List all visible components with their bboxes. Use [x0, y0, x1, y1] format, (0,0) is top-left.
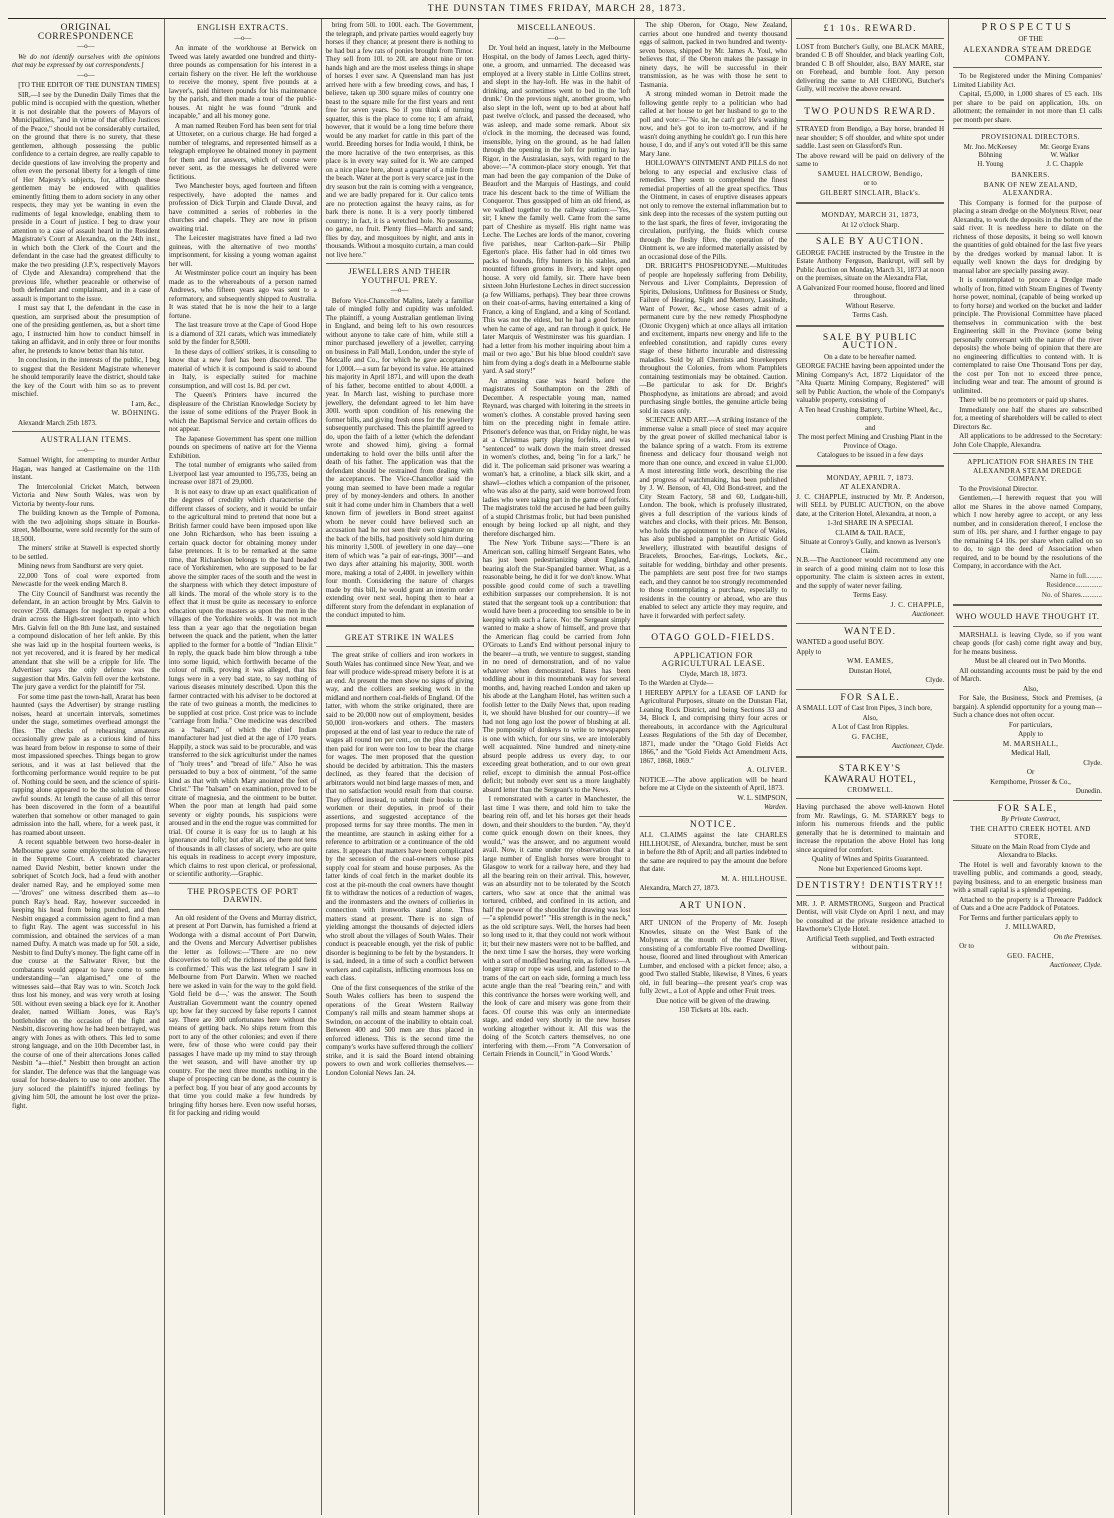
prospectus-heading: PROSPECTUS — [981, 22, 1074, 33]
director-name: W. Walker — [1050, 152, 1080, 159]
ad-wanted — [796, 628, 944, 685]
ad-body: MR. J. P. ARMSTRONG, Surgeon and Practical Dentist, will visit Clyde on April 1 next, and may be consulted at the private residence attached to Hawthorne's Clyde Hotel. — [796, 899, 945, 933]
ad-line: For particulars, — [1008, 720, 1053, 729]
masthead-title: THE DUNSTAN TIMES FRIDAY, MARCH 28, 1873. — [427, 4, 687, 14]
ad-notice-hillhouse — [639, 821, 787, 893]
registration: To be Registered under the Mining Companies' Limited Liability Act. — [953, 72, 1102, 89]
divider-rule — [796, 202, 944, 206]
ad-signed: A. OLIVER. — [746, 766, 788, 774]
divider: —o— — [547, 33, 566, 42]
news-item: It is not easy to draw up an exact qualification of the degrees of credulity which characterise the different classes of society, and it would be unfair to the agricultural mind to pretend that none but a British farmer could have been imposed upon like one John Richardson, who has been issuing a certain quack doctor for obtaining money under false pretences. It is to be remarked at the same time, that Richardson belongs to the hard headed race of Yorkshiremen, who are supposed to be far above the simpler races of the south and the west in the sharpness with which they detect imposture of all kinds. The moral of the whole story is to the effect that it must be quite as necessary to enforce education upon the masters as upon the men in the villages of the Yorkshire wolds. It was not much less than a year ago that the negotiation began between the quack and the patient, when the latter applied to the former for a bottle of "Indian Elixir." In reply, the quack bade him blow through a tube into some liquid, which forthwith became of the colour of milk, proving it was alleged, that his lungs were in a very bad state, to say nothing of various diseases minutely described. Upon this the farmer contracted with his adviser to be doctored at the rate of two guineas a month, the medicines to be supplied at cost price. Cost price was to include "carriage from India." One medicine was described as a "balsam," of which the chief Indian manufacturer had just died at the age of 170 years. Happily, a stock was said to be procurable, and was transferred to the sick agriculturist under the names of "holy trees" and "bread of life." Also he was persuaded to buy a box of ointment, "of the same kind as that with which Mary anointed the feet of Christ." The "balsam" on examination, proved to be citrate of magnesia, and the ointment to be butter. When the poor man at length had paid some seventy or eighty pounds, his suspicions were aroused and in the end the rogue was committed for trial. Of course it is easy for us to laugh at his ignorance and folly; but after all, are there not tens of thousands in all classes of society, who are quite his equals in readiness to accept every imposture, which claims to rest upon clerical, or professional, or scientific authority.—Graphic. — [168, 487, 317, 878]
divider-rule — [796, 99, 944, 103]
director-name: H. Young — [977, 160, 1004, 168]
column-3 — [322, 19, 479, 1515]
letter-para: I must say that I, the defendant in the case in question, am surprised about the presumption of one of the presiding gentlemen, as, but a short time ago, I instructed him how to conduct himself in taking an affidavit, and in only three or four months after, he pretends to know better than his tutor. — [12, 304, 160, 355]
divider-rule — [796, 233, 944, 234]
news-item: One of the first consequences of the strike of the South Wales colliers has been to suspend the operations of the Great Western Railway Company's rail mills and steam hammer shops at Swindon, on account of the inability to obtain coal. Between 400 and 500 men are thus placed in enforced idleness. This is the second time the company's works have suffered through the colliers' strike, and it is said the Board intend obtaining powers to own and work collieries themselves.—London Colonial News Jan. 24. — [325, 983, 474, 1077]
ad-auction-3 — [796, 474, 944, 619]
ad-line: Clyde. — [1083, 758, 1102, 767]
ad-title: Auctioneer, Clyde. — [891, 742, 945, 750]
ad-to: To the Warden at Clyde— — [639, 679, 714, 687]
ad-body: Attached to the property is a Threeacre Paddock of Oats and a One acre Paddock of Potatoes. — [953, 895, 1102, 912]
news-item: For some time past the town-hall, Ararat has been haunted (says the Advertiser) by strange rustling noises, heard at uncertain intervals, sometimes under the stage, sometimes overhead amongst the flies. The checks of rehearsing amateurs occasionally grew pale as a curious kind of hiss was heard from below in response to some of their most impassioned speeches. Things began to grow serious, and it was at last believed that the forthcoming performance would require to be put of. Nothing could be seen, and the science of spirit-rapping alone appeared to be the solution of those awful sounds. At length the cause of all this terror has been discovered in the form of a beautiful waterhen that somehow or other managed to gain admission into the hall, where, for a week past, it has roamed about unseen. — [12, 692, 160, 837]
divider: —o— — [77, 445, 95, 454]
ad-item: A Galvanized Four roomed house, floored and lined throughout. — [796, 283, 945, 300]
prospectus-para: Immediately one half the shares are subscribed for, a meeting of shareholders will be called to elect Directors &c. — [953, 405, 1102, 431]
ad-apply: Apply to — [796, 647, 822, 656]
divider-rule — [326, 625, 474, 629]
director-name: Mr. Jno. McKeesey — [963, 143, 1017, 151]
ad-body: I HEREBY APPLY for a LEASE OF LAND for Agricultural Purposes, situate on the Dunstan Flat, Leaning Rock District, and being Sections 33 and 34, Block I, and comprising thirty four acres or thereabouts, in accordance with the Agricultural Leases Regulations of the 5th day of December, 1871, made under the "Otago Gold Fields Act 1866," and the "Gold Fields Act Amendment Acts, 1867, 1868, 1869." — [639, 688, 788, 765]
prospectus-para: There will be no promoters or paid up shares. — [959, 396, 1089, 404]
ad-body: GEORGE FACHE having been appointed under the Mining Company's Act, 1872 Liquidator of the "Alta Quartz Mining Company, Registered" will sell by Public Auction, the whole of the Company's valuable property, consisting of — [796, 362, 945, 404]
ad-hotel-name: KAWARAU HOTEL, — [824, 775, 917, 785]
ad-reward — [796, 25, 944, 94]
ad-heading: NOTICE. — [689, 819, 737, 830]
directors-heading: PROVISIONAL DIRECTORS. — [981, 133, 1080, 141]
ad-body: J. C. CHAPPLE, instructed by Mr. P. Anderson, will SELL by PUBLIC AUCTION, on the above date, at the Criterion Hotel, Alexandra, at noon, a — [796, 492, 945, 518]
ad-body: The above reward will be paid on delivery of the same to — [796, 151, 945, 168]
ad-place: AT ALEXANDRA. — [839, 483, 901, 491]
ad-date: Alexandra, March 27, 1873. — [639, 884, 720, 892]
heading-miscellaneous: MISCELLANEOUS. — [517, 23, 596, 32]
ad-subheading: APPLICATION FOR AGRICULTURAL LEASE. — [661, 650, 766, 668]
divider-rule — [796, 120, 944, 121]
capital: Capital, £5,000, in 1,000 shares of £5 each. 10s per share to be paid on application, 10s. on allotment; the remainder in not more than £1 calls per month per share. — [953, 90, 1102, 124]
news-item: An old resident of the Ovens and Murray district, at present at Port Darwin, has furnished a friend at Wodonga with a dismal account of Port Darwin, and the Ovens and Mercury Advertiser publishes the letter as follows:—"There are no new discoveries to tell of; the richness of the gold field is confirmed.' This was the last telegram I saw in Melbourne from Port Darwin. When we reached here we asked in vain for the way to the gold field. 'Gold field be d—,' was the answer. The South Australian Government want the country opened up; how far they succeed by false reports I cannot say. There are 300 unfortunates here without the means of getting back. No ships return from this port to any of the other colonies; and even if there were, few of those who were could pay their passages I have made up my mind to stay through the wet season, and will have another try up country. For the next three months nothing in the shape of prospecting can be done, as the country is a perfect bog. If you hear of any good accounts by that time you could make a few hundreds by bringing fifty horses here. Even now useful horses, fit for packing and riding would — [168, 913, 317, 1117]
divider-rule — [639, 647, 787, 648]
divider-rule — [326, 263, 474, 264]
ad-auction-2 — [796, 334, 944, 460]
dateline: Alexandr March 25th 1873. — [18, 418, 97, 427]
ad-goldfields — [639, 634, 787, 812]
news-item: The ship Oberon, for Otago, New Zealand, carries about one hundred and twenty thousand eggs of salmon, packed in two hundred and twenty-seven boxes, shipped by Mr. James A. Youl, who believes that, if the Oberon makes the passage in ninety days, he will be successful in their transmission, as he was with those he sent to Tasmania. — [639, 21, 788, 89]
director-name: J. C. Chapple — [1046, 160, 1084, 168]
prospectus-para: All applications to be addressed to the Secretary: John Cole Chapple, Alexandra. — [953, 432, 1102, 449]
ad-name: THE CHATTO CREEK HOTEL AND STORE, — [970, 824, 1091, 841]
heading-original-correspondence: ORIGINAL CORRESPONDENCE — [37, 23, 134, 42]
letter-para: SIR,—I see by the Dunedin Daily Times that the public mind is occupied with the question, whether it is not desirable that the powers of Mayors of Municipalities, "and in virtue of that office Justices of the Peace," should not be considerably curtailed, on the ground that there is no surety, that these gentlemen, although possessing the public confidence to a certain degree, are really capable to decide questions of law involving the property and often even the personal liberty for a length of time of Her Majesty's subjects, for, although these gentlemen may be endowed with qualities eminently fitting them to adorn society in any other respects, they may yet be wanting in even the rudiments of legal knowledge, enabling them to preside in a Court of justice. I beg to draw your attention to a case of assault heard in the Resident Magistrate's Court at Alexandra, on the 24th inst., in which both the Clerk of the Court and the defendant in the case had the greatest difficulty to make the two presiding (J.P.'s, respectively Mayors of Clyde and Alexandra) comprehend that the previous life, whether peaceable or otherwise of both defendant and complainant, and in a case of assault is important to the issue. — [12, 90, 160, 303]
ad-date: MONDAY, MARCH 31, 1873, — [821, 211, 919, 219]
news-item: Samuel Wright, for attempting to murder Arthur Hagan, was hanged at Castlemaine on the 11th instant. — [12, 456, 160, 481]
ad-line: Dunedin. — [1075, 787, 1102, 795]
ad-grooms: None but Experienced Grooms kept. — [818, 864, 923, 873]
ad-body: STRAYED from Bendigo, a Bay horse, branded H near shoulder; S off shoulder, and white spot under saddle. Last seen on Glassford's Run. — [796, 125, 945, 150]
news-item: The Intercolonial Cricket Match, between Victoria and New South Wales, was won by Victoria by twenty-four runs. — [12, 482, 160, 508]
ad-heading: FOR SALE. — [840, 692, 901, 703]
bankers: BANK OF NEW ZEALAND, ALEXANDRA. — [983, 180, 1078, 197]
heading-who-would-have-thought: WHO WOULD HAVE THOUGHT IT. — [955, 612, 1100, 621]
ad-date: On a date to be hereafter named. — [824, 352, 917, 361]
news-item: Mining news from Sandhurst are very quiet. — [18, 562, 144, 570]
sign-off: I am, &c., — [131, 399, 160, 408]
news-item: The great strike of colliers and iron workers in South Wales has continued since New Year, and we fear will produce wide-spread misery before it is at an end. At present the men show no signs of giving way, and the colliers are seeking work in the midland and northern coal-fields of England. Of the latter, with whom the strike originated, there are said to be 20,000 now out of employment, besides 50,000 iron-workers and others. The masters proposed at the end of last year to reduce the rate of wages all round ten per cent., on the plea that rates then paid for iron were too low to bear the charge for wages. The men proposed that the question should be decided by arbitration. This the masters declined, as they feared that the decision of arbitrators would not bind large masses of men, and that no satisfaction would result from that course. They offered instead, to submit their books to the workmen or their deputies, in proof of their assertions, and suggested acceptance of the proposed terms for say three months. The men in the meantime, are staunch in asking either for a reference to arbitration or a continuance of the old rates. It appears that matters have been complicated by the secession of the coal-owners whose pits supply coal for steam and house purposes. As the latter kinds of coal fetch in the market double its cost at the pit-mouth the coal owners have thought fit to withdraw the notices of a reduction of wages, and the ironmasters and the owners of collieries in connection with ironworks stand alone. Thus matters stand at present. There is no sign of yielding amongst the thousands of dejected idlers who stroll about the villages of South Wales. Their conduct is peaceable enough, yet the risk of public disorder is beginning to be felt by the bystanders. It is sad, indeed, in a time of such a conflict between workers and capitalists, inflicting enormous loss on each class. — [325, 651, 474, 982]
divider-rule — [169, 883, 317, 884]
ad-two-pounds — [796, 108, 944, 198]
ad-item: Terms Cash. — [852, 311, 888, 319]
ad-line: Or — [1026, 768, 1035, 776]
divider-rule — [12, 431, 160, 432]
divider-rule — [953, 453, 1102, 454]
ad-sub: CROMWELL. — [847, 785, 894, 794]
ad-line: Medical Hall, — [1011, 749, 1051, 757]
news-item: bring from 50l. to 100l. each. The Government, the telegraph, and private parties would eagerly buy horses if they chance; at present there is nothing to be had but a few rats of ponies brought from Timor. They sell from 10l. to 20l. are about nine or ten hands high and are the most useless things in shape of horses I ever saw. A Queensland man has just arrived here with a few breeding cows, and has, I believe, taken up 300 square miles of country one beast to the square mile for the first years and rent free for seven years. So if you think of turning squatter, this is the place to come to; I am afraid, however, that it would be a long time before there would be any market for cattle in this part of the world. Breeding horses for India would, I think, be the more lucrative of the two enterprises, as this place is in every way suited for it. We are camped on a nice place here, about a quarter of a mile from the beach. Water at the port is very scarce just in the dry season but the rain is coming with a vengeance, and we are badly prepared for it. Our calico tents are no protection against the heavy rains, as for bark there is none. It is a very poorly timbered country; in fact, it is a wretched hole. No possums, no game, no fruit. Plenty flies—March and sand; flies by day, and mosquitoes by night, and ants in thousands. Without a mosquito curtain, a man could not live here." — [325, 21, 474, 259]
divider-rule — [639, 816, 787, 817]
divider-rule — [639, 625, 787, 629]
ad-title: Auctioneer. — [912, 610, 945, 618]
signature: W. BÖHNING. — [111, 409, 160, 417]
ad-terms: Terms Easy. — [852, 591, 888, 599]
to-editor: [TO THE EDITOR OF THE DUNSTAN TIMES] — [18, 81, 160, 89]
ad-warden-title: Warden. — [763, 803, 788, 811]
column-1 — [8, 19, 165, 1515]
divider: —o— — [77, 42, 95, 50]
heading-port-darwin: THE PROSPECTS OF PORT DARWIN. — [187, 886, 299, 904]
divider-rule — [796, 798, 944, 799]
ad-name: SAMUEL HALCROW, Bendigo, — [817, 169, 923, 178]
ad-heading: £1 10s. REWARD. — [823, 24, 917, 34]
ad-item: Without Reserve. — [845, 301, 895, 310]
ad-quality: Quality of Wines and Spirits Guaranteed. — [811, 855, 929, 863]
bankers-heading: BANKERS. — [1011, 171, 1050, 179]
ad-warden: W. L. SIMPSON, — [737, 793, 788, 802]
divider-rule — [796, 623, 944, 624]
ad-item: A Lot of Cast Iron Ripples. — [831, 723, 909, 731]
ad-heading: STARKEY'S — [838, 763, 902, 774]
ad-notice: Due notice will be given of the drawing. — [656, 996, 771, 1005]
news-item: Two Manchester boys, aged fourteen and fifteen respectively, have adopted the names and profession of Dick Turpin and Claude Duval, and have committed a series of robberies in the churches and chapels. They are now in prison awaiting trial. — [168, 182, 317, 233]
news-item: The Queen's Printers have incurred the displeasure of the Christian Knowledge Society by the issue of some editions of the Prayer Book in which the Baptismal Service and certain offices do not appear. — [168, 391, 317, 433]
ad-for-sale-pipes — [796, 694, 944, 751]
divider-rule — [796, 689, 944, 690]
news-item: The last treasure trove at the Cape of Good Hope is a diamond of 321 carats, which was immediately sold by the finder for 8,500l. — [168, 321, 317, 346]
ad-item: A Ten head Crushing Battery, Turbine Wheel, &c., complete. — [798, 405, 943, 422]
heading-jewellers: JEWELLERS AND THEIR YOUTHFUL PREY. — [348, 267, 451, 285]
ad-name: WM. EAMES, — [847, 657, 894, 665]
letter-para: In conclusion, in the interests of the public, I beg to suggest that the Resident Magistrate whenever he should temporarily leave the district, should take the key of the Court with him so as to prevent mischief. — [12, 356, 160, 398]
column-2 — [165, 19, 322, 1515]
directors-list — [953, 144, 1102, 170]
ad-heading: OTAGO GOLD-FIELDS. — [651, 633, 776, 643]
ad-item: Situate at Conroy's Gully, and known as Iverson's Claim. — [799, 538, 941, 555]
news-item: DR. BRIGHT'S PHOSPHODYNE.—Multitudes of people are hopelessly suffering from Debility, Nervous and Liver Complaints, Depression of Spirits, Delusions, Unfitness for Business or Study, Failure of Hearing, Sight and Memory, Lassitude, Want of Power, &c., whose cases admit of a permanent cure by the new remedy Phosphodyne (Ozonic Oxygen) which at once allays all irritation and excitement, imparts new energy and life to the enfeebled constitution, and rapidly cures every stage of these hitherto incurable and distressing maladies. Sold by all Chemists and Storekeepers throughout the Colonies, from whom Pamphlets containing testimonials may be obtained. Caution.—Be particular to ask for Dr. Bright's Phosphodyne, as imitations are abroad; and avoid purchasing single bottles, the genuine article being sold in cases only. — [639, 262, 788, 415]
ad-body: MARSHALL is leaving Clyde, so if you want cheap goods (for cash) come right away and buy, for he means business. — [953, 630, 1102, 656]
ad-line: Must be all cleared out in Two Months. — [974, 657, 1087, 665]
ad-body: Having purchased the above well-known Hotel from Mr. Rawlings, G. M. STARKEY begs to inform his numerous friends and the public generally that he is determined to maintain and increase the reputation the above Hotel has long since acquired for comfort. — [796, 803, 945, 854]
ad-line: By Private Contract, — [1001, 815, 1061, 823]
divider: —o— — [77, 70, 95, 79]
ad-name: GILBERT SINCLAIR, Black's. — [820, 188, 921, 197]
ad-signed: M. A. HILLHOUSE. — [721, 874, 788, 883]
ad-line: Or to — [959, 942, 974, 950]
column-7 — [949, 19, 1106, 1515]
divider-rule — [796, 756, 944, 760]
ad-hotel: Dunstan Hotel, — [848, 666, 892, 675]
heading-great-strike: GREAT STRIKE IN WALES — [344, 632, 455, 642]
column-4 — [479, 19, 636, 1515]
ad-name: M. MARSHALL, — [1002, 739, 1059, 748]
news-item: In these days of colliers' strikes, it is consoling to know that a new fuel has been discovered. The material of which it is compound is said to abound in Italy, is especially suited for machine consumption, and will cost 1s. 8d. per cwt. — [168, 347, 317, 390]
ad-heading: WANTED. — [844, 626, 897, 637]
divider-rule — [796, 465, 944, 469]
news-item: A strong minded woman in Detroit made the following gentle reply to a politician who had called at her house to get her husband to go to the poll and vote:—"No sir, he can't go! He's washing now, and he's got to iron to-morrow, and if he wasn't doing anything he couldn't go. I run this here house, I do, and if any's out voted it'll be this same Mary Jane. — [639, 90, 788, 158]
ad-town: Clyde. — [925, 676, 945, 684]
divider: —o— — [234, 33, 252, 42]
ad-body: GEORGE FACHE instructed by the Trustee in the Estate Anthony Ferguson, Bankrupt, will sell by Public Auction on Monday, March 31, 1873 at noon on the premises, situate on the Alexandra Flat, — [796, 248, 945, 282]
ad-heading: SALE BY AUCTION. — [816, 237, 925, 247]
ad-tickets: 150 Tickets at 10s. each. — [678, 1006, 749, 1014]
divider-rule — [796, 877, 944, 878]
heading-english-extracts: ENGLISH EXTRACTS. — [196, 23, 289, 32]
divider-rule — [169, 909, 317, 910]
disclaimer: We do not identify ourselves with the opinions that may be expressed by out correspondents.] — [12, 52, 160, 69]
ad-heading: TWO POUNDS REWARD. — [804, 106, 937, 117]
prospectus-of-the: OF THE — [1018, 34, 1043, 43]
ad-date: Clyde, March 18, 1873. — [679, 669, 748, 678]
ad-body: ART UNION of the Property of Mr. Joseph Knowles, situate on the West Bank of the Molyneux at the mouth of the Frazer River, consisting of a comfortable Five roomed Dwelling-house, floored and lined throughout with American Lumber, and enclosed with a picket fence; also, a good Two stalled Stable, likewise, 8 Vines, 6 years old, in full bearing—the present year's crop was fully 2cwt., a Lot of Apple and other Fruit trees. — [639, 919, 788, 995]
company-name: ALEXANDRA STEAM DREDGE COMPANY. — [963, 45, 1092, 63]
divider-rule — [639, 914, 787, 915]
divider-rule — [796, 325, 944, 329]
divider-rule — [326, 646, 474, 647]
ad-line: Situate on the Main Road from Clyde and Alexandra to Blacks. — [971, 842, 1090, 859]
ad-catalogues: Catalogues to be issued in a few days — [817, 451, 924, 459]
news-item: HOLLOWAY'S OINTMENT AND PILLS do not belong to any especial and exclusive class of remedies. They seem to comprehend the finest remedial properties of all the great specifics. Thus the Ointment, in cases of eruptive diseases appears not only to remove the external inflammation but to sink deep into the recesses of the system putting out to the last spark, the fires of fever, invigorating the circulation, purifying, the fluids which course through the fleshy fibre, the operation of the Ointment is, we are informed materially assisted by an occasional dose of the Pills. — [639, 159, 788, 261]
ad-heading: SALE BY PUBLIC AUCTION. — [822, 332, 918, 351]
ad-footer: Artificial Teeth supplied, and Teeth extracted without pain. — [806, 934, 935, 951]
divider-rule — [953, 128, 1102, 129]
heading-australian-items: AUSTRALIAN ITEMS. — [40, 435, 132, 444]
divider: —o— — [390, 286, 409, 294]
ad-body: WANTED a good useful BOY. — [796, 638, 884, 646]
form-name-field: Name in full......... — [1050, 571, 1102, 580]
ad-also: Also, — [862, 713, 878, 722]
director-name: Mr. George Evans — [1040, 143, 1090, 151]
column-5 — [635, 19, 792, 1515]
ad-body: The Hotel is well and favorably known to the travelling public, and commands a good, steady, paying business, and to an energetic business man with a small capital is a splendid opening. — [953, 860, 1102, 894]
prospectus-para: This Company is formed for the purpose of placing a steam dredge on the Molyneux River, near Alexandra, to work the deposits in the bottom of the said river. It is needless here to dilate on the richness of those deposits, it being so well known the quantities of gold obtained for the last five years by the dredges worked by manual labor. It is equally well known the days for dredging by manual labor are specially passing away. — [953, 198, 1102, 275]
news-item: 22,000 Tons of coal were exported from Newcastle for the week ending March 8. — [12, 571, 160, 588]
news-item: The City Council of Sandhurst was recently the defendant, in an action brought by Mrs. Galvin to recover 250l. damages for neglect to repair a box drain across the High-street footpath, into which Mrs. Galvin fell on the 8th June last, and sustained a compound dislocation of her left ankle. By this she was laid up in the hospital fourteen weeks, is not yet recovered, and it is feared by her medical attendant that she will be a cripple for life. The Advertiser says the only defence was the suggestion that Mrs. Galvin fell over the kerbstone. The jury gave a verdict for the plaintiff for 75l. — [12, 589, 160, 691]
ad-body: A SMALL LOT of Cast Iron Pipes, 3 inch bore, — [796, 704, 933, 712]
news-item: A man named Reuben Ford has been sent for trial at Uttoxeter, on a curious charge. He had forged a number of telegrams, and represented himself as a telegraph employee he obtained money in payment for them and for answers, which of course were never sent, as the messages he delivered were fictitious. — [168, 121, 317, 181]
ad-name: G. FACHE, — [851, 732, 889, 741]
news-item: The New York Tribune says:—"There is an American son, calling himself Sergeant Bates, who has just been pedestrianizing about England, bearing aloft the Star-Spangled banner. What, as a reasonable being, he did it for we don't know. What possible good could come of such a travelling exhibition surpasses our comprehension. It is not stated that the sergeant took up a contribution: that would have been a proceeding too sensible to be in keeping with such a farce. No: the Sergeant simply wanted to make a show of himself, and prove that the American flag could be carried from John O'Groats to Land's End without personal injury to the bearer—a truth, we venture to suggest, standing in no need of demonstration, and of no value whatever when demonstrated. Bates has been toddling about in this mountebank way for several months, and, having reached London and taken up his abode at the Langham Hotel, has written such a foolish letter to the Daily News that, upon reading it, we should have blushed for our country—if we had not long ago lost the power of blushing at all. The pomposity of donkeys to write to newspapers is one with which, for our sins, we are intolerably well acquainted. Nine hundred and ninety-nine absurd people address us every day, to our exceeding great botheration, and to our own great relief, except to diminish the annual Post-office deficit; but nobody ever sent us a more laughably absurd letter than the Sergeant's to the News. — [482, 539, 631, 794]
ad-line: Kempthorne, Prosser & Co., — [990, 777, 1071, 786]
news-item: Dr. Youl held an inquest, lately in the Melbourne Hospital, on the body of James Leech, aged thirty-one, a groom, and unmarried. The deceased was employed at a livery stable in Little Collins street, and slept in the hay-loft. He was in the habit of drinking, and sometimes went to bed in the 'loft drunk.' On the previous night, another groom, who also slept in the loft, went up to bed at about half past twelve o'clock, and passed the deceased, who was asleep, and made some remark. About six o'clock in the morning, the deceased was found, insensible, lying on the ground, as he had fallen through the opening in the loft for putting in hay. Rigor, in the Australasian, says, with regard to the above:—"A common-place story enough. Yet that man had been the gay companion of the Duke of Beaufort and the Marquis of Hastings, and could trace his descent back to the time of William the Conqueror. Thus gossipped of him an old friend, as we walked together to the railway station:—'Yes, sir; I knew the family well. Came from the same part of Cheshire as myself. His right name was Leche. The Leches are lords of the manor, covering five parishes, near Carlton-park—Sir Philip Egerton's place. His father had in old times two packs of hounds, fifty hunters in his stables, and mounted fifteen grooms in livery, and kept open house. A very old family, sir. There have been sixteen John Hurlestone Leches in direct succession (a few Williams, perhaps). They bear three crowns on their coat-of-arms, having entertained a king of France, a king of England, and a king of Scotland. This was not the eldest, but he had a good fortune when he came of age, and ran through it quick. He later Marquis of Westminster was his guardian. I had a letter from his mother inquiring about him a mail or two ago.' But his blue blood couldn't save him from dying a dog's death in a Melbourne stable yard. A sad story!" — [482, 44, 631, 375]
ad-line: Auctioneer, Clyde. — [1049, 961, 1102, 969]
form-residence-field: Residence............... — [1046, 581, 1102, 589]
form-shares-field: No. of Shares............ — [1041, 590, 1102, 599]
form-heading: APPLICATION FOR SHARES IN THE ALEXANDRA STEAM DREDGE COMPANY. — [967, 458, 1094, 483]
news-item: The total number of emigrants who sailed from Liverpool last year amounted to 195,735, being an increase over 1871 of 29,000. — [168, 461, 317, 486]
news-item: A recent squabble between two horse-dealer in Melbourne gave some employment to the lawyers in the Supreme Court. A celebrated character named David Nesbitt, better known under the sobriquet of Scotch Jock, had a feud with another dealer named Ray, and he employed some men—"droves" one witness described them as—to punch Ray's head. Ray, however succeeded in keeping his head from being punched, and then Nesbitt engaged a commission agent to find a man to fight Ray. The agent was successful in his commission, and obtained the services of a man named Dufty. A match was made up for 50l. a side, Nesbitt to find Dufty's money. The fight came off in due course at the Saltwater River, but the combatants would appear to have come to some understanding—"an algamised," one of the witnesses said—that Ray was to win. Scotch Jock thus lost his money, and was very wroth at losing 50l. without even seeing a black eye for it. Another dealer, named William Jones, was Ray's bottleholder on the occasion of the fight and Nesbitt, discovering how he had been betrayed, was angry with Jones as with others. This led to some strong language, and on the 10th December last, in the course of one of their altercations Jones called Nesbitt "a—thief." Nesbitt then brought an action for slander. The defence was that the language was usual for horse-dealers to use to one another. The jury soluced the plaintiff's injured feelings by giving him 50l, the amount he lost over the prize-fight. — [12, 838, 160, 1110]
ad-art-union — [639, 902, 787, 1015]
prospectus-para: It is contemplated to procure a Dredge made wholly of Iron, fitted with Steam Engines of Twenty horse power, nominal, (capable of being worked up to forty horse) and worked on the bucket and ladder principle. The Provisional Committee have placed themselves in communication with the best Engineering skill in the Province (some being personally conversant with the nature of the river deposits) the whole being of opinion that there are no engineering difficulties to contend with. It is contemplated to raise One Thousand Tons per day, the cost per Ton not to exceed three pence, including wear and tear. The amount of ground is unlimited. — [953, 276, 1102, 395]
ad-notice: NOTICE.—The above application will be heard before me at Clyde on the sixteenth of April, 1873. — [639, 775, 788, 792]
divider-rule — [796, 895, 944, 896]
news-item: At Westminster police court an inquiry has been made as to the whereabouts of a person named Andrews, who fifteen years ago was sent to a reformatory, and subsequently shipped to Australia. It was stated that he is now the heir to a large fortune. — [168, 269, 317, 320]
ad-kawarau-hotel — [796, 765, 944, 874]
ad-date: MONDAY, APRIL 7, 1873. — [826, 473, 914, 482]
ad-line: Apply to — [1018, 730, 1044, 738]
masthead — [8, 4, 1106, 19]
ad-line: On the Premises. — [1053, 932, 1102, 941]
column-6 — [792, 19, 949, 1515]
ad-time: At 12 o'clock Sharp. — [841, 220, 900, 229]
ad-nb: N.B.—The Auctioneer would recommend any one in search of a good mining claim not to lose this opportunity. The claim is sixteen acres in extent, and the supply of water never failing. — [796, 556, 945, 590]
ad-body: LOST from Butcher's Gully, one BLACK MARE, branded C B off Shoulder, and black yearling Colt, branded C B off Shoulder, also, BAY MARE, star on Forehead, and bumble foot. Any person delivering the same to AH CHEONG, Butcher's Gully, will receive the above reward. — [796, 42, 945, 93]
news-item: The miners' strike at Stawell is expected shortly to be settled. — [12, 544, 160, 561]
ad-item: and — [865, 423, 876, 432]
divider-rule — [953, 604, 1102, 608]
news-item: An amusing case was heard before the magistrates of Southampton on the 28th of December. A respectable young man, named Reynard, was charged with loitering in the streets in women's clothes. A constable proved having seen him on the preceding night in female attire. Prisoner's defence was that, on Friday night, he was at a Christmas party playing forfeits, and was "sentenced" to walk down the main street dressed in women's clothes, and, being "in for a lark," he did it. The policeman said prisoner was wearing a woman's hat, a crinoline, a black silk skirt, and a shawl—clothes which a companion of the prisoner, who was also at the party, said were borrowed from ladies who were taking part in the game of forfeits. The magistrates told the accused he had been guilty of a stupid Christmas frolic, but had been punished enough by being locked up all night, and they therefore discharged him. — [482, 376, 631, 538]
news-item: The Japanese Government has spent one million pounds on specimens of native art for the Vienna Exhibition. — [168, 434, 317, 460]
divider-rule — [953, 626, 1102, 627]
heading-for-sale: FOR SALE, — [997, 803, 1058, 814]
columns — [8, 19, 1106, 1515]
ad-line: For Sale, the Business, Stock and Premises, (a bargain). A splendid opportunity for a young man—Such a chance does not often occur. — [953, 694, 1102, 719]
ad-auction-1 — [796, 211, 944, 320]
divider-rule — [796, 38, 944, 39]
news-item: I remonstrated with a carter in Manchester, the last time I was there, and told him to take the bearing rein off, and let his horses get their heads down, and their shoulders to the burden. "Ay, they'd come quick enough down on their knees, they would," was the answer, and no argument would avail. Now, it came under my observation that a large number of English horses were brought to Glasgow to work for a railway here, and they had all the bearing rein on their arrival. This, however, was an absurdity not to be tolerated by the Scotch carters, who saw at once that the animal was tortured, cribbed, and confined in its action, and half the power of the shoulder for drawing was lost—"a splendid power!" "His strength is in the neck," as the old scripture says. Well, the horses had been so long used to it, that they could not work without it; but their new masters were not to be baffled, and the next time I saw the horses, they were working with a sort of modified bearing rein, as follows:—A longer strap or rope was used, and fastened to the trams of the cart on each side, forming a much less acute angle than the real "bearing rein," and with this contrivance the horses were working well, and the look of care and misery was gone from their faces. Of course this was only an intermediate stage, and ended very shortly in the new horses working altogether without it. All this was the doing of the Scotch carters themselves, no one interfering with them.—From "A Conversation of Certain Friends in Council," in 'Good Words.' — [482, 795, 631, 1058]
director-name: Böhning — [978, 152, 1003, 159]
ad-line: For Terms and further particulars apply to — [959, 913, 1078, 922]
news-item: Before Vice-Chancellor Malins, lately a familiar tale of mingled folly and cupidity was unfolded. The plaintiff, a young Australian gentleman living in England, and being left to his own resources without anyone to take care of him, while still a minor purchased jewellery of a jeweller, carrying on business in Pall Mall, London, under the style of Metcalfe and Co., for which he gave acceptances for 1,000l.—a sum far beyond its value. He attained his majority in April 1871, and will upon the death of his father, become entitled to about 4,000l. a year. In March last, wishing to purchase more jewellery, the defendant agreed to let him have 300l. worth upon condition of his renewing the former bills, and giving fresh ones for the jewellery subsequently purchased. This the plaintiff agreed to do, upon the faith of a letter (which the defendant wrote and showed him), giving a formal undertaking to hold over the bills until after the death of his father. The application was that the defendant should be restrained from dealing with the acceptances. The Vice-Chancellor said the young man seemed to have been made a regular prey of by money-lenders and others. In another suit it had come under him in Chambers that a well known firm of jewellers in Bond street against whom he never could have believed such an accusation had he not seen their own signature on the back of the bills, had positively sold him during his minority 1,500l. of jewellery in one day—one item of which was "a pair of ear-rings, 300l"—and two days after attaining his majority, 300l. worth more, making a total of 2,400l. in jewellery within four month. Considering the nature of charges made by this bill, he would grant an interim order extending over next seal, hoping then to hear a different story from the defendant in explanation of the conduct imputed to him. — [325, 296, 474, 619]
ad-name: J. MILLWARD, — [1005, 923, 1056, 931]
news-item: The Leicester magistrates have fined a lad two guineas, with the alternative of two months' imprisonment, for kissing a young woman against her will. — [168, 234, 317, 268]
ad-line: Also, — [1022, 684, 1039, 693]
ad-dentistry — [796, 882, 944, 952]
news-item: The building known as the Temple of Pomona, with the two adjoining shops situate in Bourke-street, Melbourne, were sold recently for the sum of 18,500l. — [12, 509, 160, 543]
ad-or: or to — [863, 179, 877, 187]
ad-body: ALL CLAIMS against the late CHARLES HILLHOUSE, of Alexandra, butcher, must be sent in before the 8th of April; and all parties indebted to the same are required to pay the amount due before that date. — [639, 831, 788, 873]
news-item: SCIENCE AND ART.—A striking instance of the immense value a small piece of steel may acquire by the great power of skilled mechanical labor is the balance spring of a watch. From its extreme fineness and delicacy four thousand weigh not more than one ounce, and exceed in value £1,000. A most interesting little work, describing the rise and progress of watchmaking, has been published by J. W. Benson, of 43, Old Bond-street, and the City Steam Factory, 58 and 60, Ludgate-hill, London. The book, which is profusely illustrated, gives a full description of the various kinds of watches and clocks, with their prices. Mr. Benson, who holds the appointment to the Prince of Wales, has also published a pamphlet on Artistic Gold Jewellery, illustrated with beautiful designs of Bracelets, Brooches, Ear-rings, Lockets, &c., suitable for wedding, birthday and other presents. The pamphlets are sent post free for two stamps each, and they cannot be too strongly recommended to those contemplating a purchase, especially to residents in the country or abroad, who are thus enabled to select any article they may require, and have it forwarded with perfect safety. — [639, 416, 788, 620]
news-item: An inmate of the workhouse at Berwick on Tweed was lately awarded one hundred and thirty-three pounds as compensation for his interest in a certain fishery on the river. He left the workhouse to receive the money, spent five pounds at a lawyer's, paid thirteen pounds for his maintenance by the parish, and then made a tour of the public-houses. At night he was found "drunk and incapable," and all his money gone. — [168, 44, 317, 120]
ad-heading: ART UNION. — [679, 900, 748, 911]
divider-rule — [953, 67, 1102, 68]
divider-rule — [953, 800, 1102, 801]
ad-line: All outstanding accounts must be paid by the end of March. — [953, 666, 1102, 683]
form-to: To the Provisional Director. — [959, 484, 1038, 493]
divider-rule — [639, 897, 787, 898]
ad-heading: DENTISTRY! DENTISTRY!! — [796, 881, 944, 891]
ad-name: GEO. FACHE, — [1007, 951, 1055, 960]
ad-name: J. C. CHAPPLE, — [890, 600, 945, 609]
form-body: Gentlemen,—I herewith request that you will allot me Shares in the above named Company, which I now hereby agree to accept, or any less number, and in consideration thereof, I enclose the sum of 10s. per share, and I further engage to pay the remaining £4 10s. per share when called on so to do, to sign the deed of Association when required, and to be bound by the resolutions of the Company, in accordance with the Act. — [953, 494, 1102, 570]
ad-item: The most perfect Mining and Crushing Plant in the Province of Otago. — [797, 433, 943, 450]
ad-item: 1-3rd SHARE IN A SPECIAL — [827, 519, 914, 527]
ad-item: CLAIM & TAIL RACE, — [835, 528, 906, 537]
